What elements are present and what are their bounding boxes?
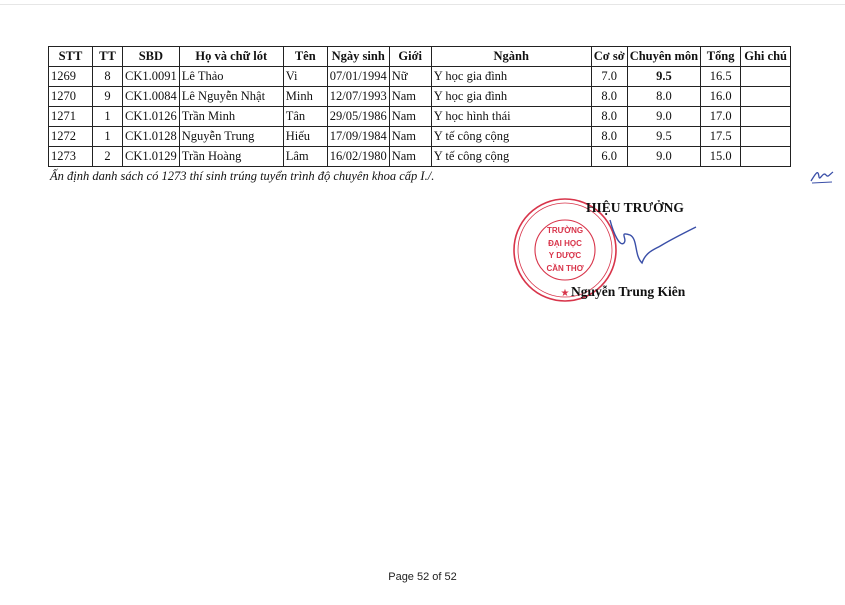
cell-gender: Nam xyxy=(389,87,431,107)
signer-name: Nguyễn Trung Kiên xyxy=(571,284,686,299)
cell-sbd: CK1.0129 xyxy=(123,147,180,167)
col-header-base-score: Cơ sở xyxy=(591,47,627,67)
cell-major: Y học hình thái xyxy=(431,107,591,127)
results-table xyxy=(48,46,791,167)
cell-stt: 1270 xyxy=(49,87,93,107)
table-row xyxy=(49,127,791,147)
cell-notes xyxy=(741,127,791,147)
cell-base-score: 6.0 xyxy=(591,147,627,167)
cell-major-score: 9.5 xyxy=(627,67,700,87)
cell-gender: Nam xyxy=(389,107,431,127)
cell-name: Tân xyxy=(283,107,327,127)
col-header-birthdate: Ngày sinh xyxy=(327,47,389,67)
col-header-gender: Giới xyxy=(389,47,431,67)
cell-notes xyxy=(741,147,791,167)
cell-surname: Lê Thảo xyxy=(179,67,283,87)
table-row xyxy=(49,147,791,167)
cell-total: 16.5 xyxy=(701,67,741,87)
signature-icon xyxy=(590,215,700,270)
page-number: Page 52 of 52 xyxy=(388,571,457,583)
cell-notes xyxy=(741,67,791,87)
cell-base-score: 8.0 xyxy=(591,107,627,127)
cell-major: Y tế công cộng xyxy=(431,147,591,167)
col-header-name: Tên xyxy=(283,47,327,67)
header-row xyxy=(49,47,791,67)
cell-major-score: 9.0 xyxy=(627,107,700,127)
cell-major-score: 9.5 xyxy=(627,127,700,147)
col-header-tt: TT xyxy=(93,47,123,67)
stamp-star: ★ xyxy=(560,288,570,299)
cell-base-score: 8.0 xyxy=(591,87,627,107)
col-header-stt: STT xyxy=(49,47,93,67)
cell-name: Lâm xyxy=(283,147,327,167)
col-header-sbd: SBD xyxy=(123,47,180,67)
table-row xyxy=(49,67,791,87)
cell-sbd: CK1.0126 xyxy=(123,107,180,127)
cell-sbd: CK1.0128 xyxy=(123,127,180,147)
cell-total: 15.0 xyxy=(701,147,741,167)
signer-title: HIỆU TRƯỞNG xyxy=(586,200,684,215)
table-row xyxy=(49,87,791,107)
cell-notes xyxy=(741,87,791,107)
cell-stt: 1269 xyxy=(49,67,93,87)
cell-major-score: 8.0 xyxy=(627,87,700,107)
cell-tt: 2 xyxy=(93,147,123,167)
closing-note: Ấn định danh sách có 1273 thí sinh trúng tuyển trình độ chuyên khoa cấp I./. xyxy=(50,169,435,183)
cell-sbd: CK1.0084 xyxy=(123,87,180,107)
cell-tt: 1 xyxy=(93,127,123,147)
col-header-major: Ngành xyxy=(431,47,591,67)
cell-surname: Trần Hoàng xyxy=(179,147,283,167)
col-header-surname: Họ và chữ lót xyxy=(179,47,283,67)
cell-name: Minh xyxy=(283,87,327,107)
cell-name: Hiếu xyxy=(283,127,327,147)
cell-birthdate: 12/07/1993 xyxy=(327,87,389,107)
cell-surname: Trần Minh xyxy=(179,107,283,127)
cell-major: Y tế công cộng xyxy=(431,127,591,147)
cell-tt: 9 xyxy=(93,87,123,107)
cell-major: Y học gia đình xyxy=(431,67,591,87)
cell-gender: Nữ xyxy=(389,67,431,87)
col-header-total: Tổng xyxy=(701,47,741,67)
top-rule xyxy=(0,4,845,5)
cell-total: 17.5 xyxy=(701,127,741,147)
cell-stt: 1273 xyxy=(49,147,93,167)
stamp-line-2: ĐẠI HỌC xyxy=(548,239,582,248)
cell-surname: Nguyễn Trung xyxy=(179,127,283,147)
cell-surname: Lê Nguyễn Nhật xyxy=(179,87,283,107)
cell-stt: 1271 xyxy=(49,107,93,127)
cell-birthdate: 16/02/1980 xyxy=(327,147,389,167)
cell-base-score: 8.0 xyxy=(591,127,627,147)
cell-total: 17.0 xyxy=(701,107,741,127)
cell-birthdate: 29/05/1986 xyxy=(327,107,389,127)
cell-gender: Nam xyxy=(389,127,431,147)
initial-mark-icon xyxy=(808,163,836,185)
stamp-line-4: CẦN THƠ xyxy=(546,264,584,273)
col-header-notes: Ghi chú xyxy=(741,47,791,67)
cell-gender: Nam xyxy=(389,147,431,167)
cell-tt: 8 xyxy=(93,67,123,87)
table-row xyxy=(49,107,791,127)
cell-total: 16.0 xyxy=(701,87,741,107)
cell-base-score: 7.0 xyxy=(591,67,627,87)
stamp-line-1: TRƯỜNG xyxy=(546,226,584,235)
cell-stt: 1272 xyxy=(49,127,93,147)
cell-birthdate: 17/09/1984 xyxy=(327,127,389,147)
col-header-major-score: Chuyên môn xyxy=(627,47,700,67)
cell-notes xyxy=(741,107,791,127)
cell-sbd: CK1.0091 xyxy=(123,67,180,87)
cell-major: Y học gia đình xyxy=(431,87,591,107)
cell-name: Vi xyxy=(283,67,327,87)
cell-birthdate: 07/01/1994 xyxy=(327,67,389,87)
stamp-line-3: Y DƯỢC xyxy=(548,251,582,260)
cell-tt: 1 xyxy=(93,107,123,127)
cell-major-score: 9.0 xyxy=(627,147,700,167)
